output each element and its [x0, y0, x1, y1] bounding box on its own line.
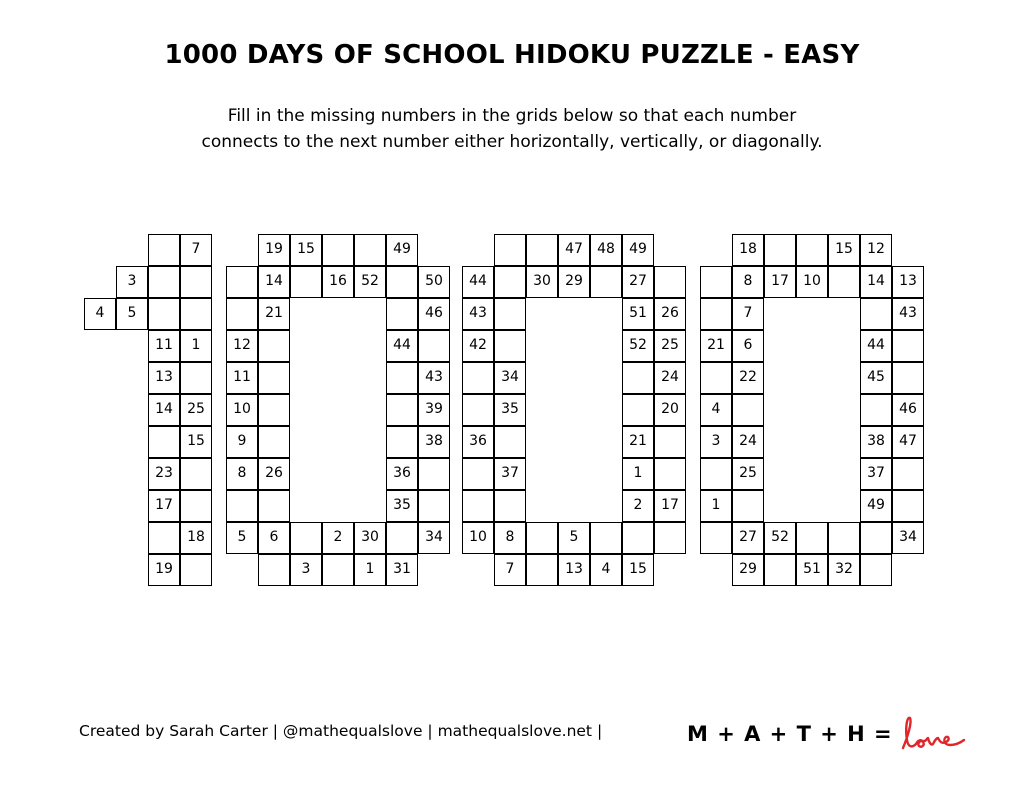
empty-cell[interactable]	[796, 234, 828, 266]
given-number-cell: 44	[386, 330, 418, 362]
empty-cell[interactable]	[180, 490, 212, 522]
given-number-cell: 1	[354, 554, 386, 586]
given-number-cell: 31	[386, 554, 418, 586]
given-number-cell: 35	[386, 490, 418, 522]
given-number-cell: 1	[180, 330, 212, 362]
empty-cell[interactable]	[354, 234, 386, 266]
empty-cell[interactable]	[462, 490, 494, 522]
given-number-cell: 44	[462, 266, 494, 298]
empty-cell[interactable]	[732, 394, 764, 426]
given-number-cell: 6	[258, 522, 290, 554]
given-number-cell: 48	[590, 234, 622, 266]
empty-cell[interactable]	[386, 394, 418, 426]
given-number-cell: 42	[462, 330, 494, 362]
empty-cell[interactable]	[148, 298, 180, 330]
given-number-cell: 18	[180, 522, 212, 554]
given-number-cell: 4	[700, 394, 732, 426]
given-number-cell: 17	[654, 490, 686, 522]
given-number-cell: 7	[732, 298, 764, 330]
given-number-cell: 39	[418, 394, 450, 426]
given-number-cell: 1	[622, 458, 654, 490]
given-number-cell: 12	[860, 234, 892, 266]
given-number-cell: 34	[892, 522, 924, 554]
given-number-cell: 45	[860, 362, 892, 394]
empty-cell[interactable]	[386, 522, 418, 554]
given-number-cell: 19	[148, 554, 180, 586]
given-number-cell: 21	[258, 298, 290, 330]
empty-cell[interactable]	[700, 266, 732, 298]
given-number-cell: 43	[418, 362, 450, 394]
given-number-cell: 3	[700, 426, 732, 458]
given-number-cell: 26	[258, 458, 290, 490]
given-number-cell: 14	[860, 266, 892, 298]
empty-cell[interactable]	[462, 394, 494, 426]
empty-cell[interactable]	[732, 490, 764, 522]
empty-cell[interactable]	[180, 266, 212, 298]
empty-cell[interactable]	[386, 266, 418, 298]
given-number-cell: 52	[622, 330, 654, 362]
given-number-cell: 14	[258, 266, 290, 298]
empty-cell[interactable]	[180, 554, 212, 586]
given-number-cell: 46	[892, 394, 924, 426]
empty-cell[interactable]	[386, 426, 418, 458]
empty-cell[interactable]	[258, 490, 290, 522]
given-number-cell: 36	[462, 426, 494, 458]
empty-cell[interactable]	[860, 522, 892, 554]
empty-cell[interactable]	[290, 522, 322, 554]
empty-cell[interactable]	[258, 554, 290, 586]
empty-cell[interactable]	[860, 298, 892, 330]
given-number-cell: 11	[226, 362, 258, 394]
given-number-cell: 38	[418, 426, 450, 458]
empty-cell[interactable]	[180, 298, 212, 330]
given-number-cell: 35	[494, 394, 526, 426]
given-number-cell: 23	[148, 458, 180, 490]
empty-cell[interactable]	[494, 426, 526, 458]
empty-cell[interactable]	[290, 266, 322, 298]
instructions-line-2: connects to the next number either horizontally, vertically, or diagonally.	[201, 132, 823, 152]
given-number-cell: 46	[418, 298, 450, 330]
empty-cell[interactable]	[494, 234, 526, 266]
empty-cell[interactable]	[654, 426, 686, 458]
given-number-cell: 32	[828, 554, 860, 586]
given-number-cell: 10	[462, 522, 494, 554]
given-number-cell: 37	[494, 458, 526, 490]
empty-cell[interactable]	[322, 554, 354, 586]
given-number-cell: 27	[732, 522, 764, 554]
empty-cell[interactable]	[418, 458, 450, 490]
empty-cell[interactable]	[764, 234, 796, 266]
empty-cell[interactable]	[322, 234, 354, 266]
given-number-cell: 4	[84, 298, 116, 330]
empty-cell[interactable]	[860, 394, 892, 426]
empty-cell[interactable]	[700, 362, 732, 394]
given-number-cell: 49	[622, 234, 654, 266]
given-number-cell: 17	[148, 490, 180, 522]
given-number-cell: 49	[860, 490, 892, 522]
empty-cell[interactable]	[700, 458, 732, 490]
empty-cell[interactable]	[148, 234, 180, 266]
given-number-cell: 25	[732, 458, 764, 490]
given-number-cell: 47	[558, 234, 590, 266]
given-number-cell: 11	[148, 330, 180, 362]
given-number-cell: 29	[732, 554, 764, 586]
given-number-cell: 18	[732, 234, 764, 266]
given-number-cell: 26	[654, 298, 686, 330]
given-number-cell: 29	[558, 266, 590, 298]
given-number-cell: 25	[180, 394, 212, 426]
given-number-cell: 34	[494, 362, 526, 394]
empty-cell[interactable]	[180, 362, 212, 394]
empty-cell[interactable]	[764, 554, 796, 586]
given-number-cell: 43	[462, 298, 494, 330]
given-number-cell: 4	[590, 554, 622, 586]
given-number-cell: 1	[700, 490, 732, 522]
given-number-cell: 15	[622, 554, 654, 586]
empty-cell[interactable]	[892, 362, 924, 394]
empty-cell[interactable]	[226, 490, 258, 522]
empty-cell[interactable]	[148, 522, 180, 554]
given-number-cell: 21	[622, 426, 654, 458]
given-number-cell: 14	[148, 394, 180, 426]
given-number-cell: 21	[700, 330, 732, 362]
logo-math-letters: M + A + T + H =	[687, 722, 893, 746]
given-number-cell: 30	[354, 522, 386, 554]
given-number-cell: 7	[180, 234, 212, 266]
empty-cell[interactable]	[700, 522, 732, 554]
given-number-cell: 13	[148, 362, 180, 394]
empty-cell[interactable]	[258, 394, 290, 426]
math-equals-love-logo	[687, 714, 968, 754]
empty-cell[interactable]	[418, 490, 450, 522]
given-number-cell: 49	[386, 234, 418, 266]
given-number-cell: 27	[622, 266, 654, 298]
given-number-cell: 47	[892, 426, 924, 458]
empty-cell[interactable]	[494, 298, 526, 330]
given-number-cell: 12	[226, 330, 258, 362]
given-number-cell: 43	[892, 298, 924, 330]
given-number-cell: 20	[654, 394, 686, 426]
empty-cell[interactable]	[494, 266, 526, 298]
given-number-cell: 15	[828, 234, 860, 266]
given-number-cell: 17	[764, 266, 796, 298]
empty-cell[interactable]	[654, 522, 686, 554]
given-number-cell: 8	[226, 458, 258, 490]
given-number-cell: 51	[622, 298, 654, 330]
empty-cell[interactable]	[860, 554, 892, 586]
empty-cell[interactable]	[622, 394, 654, 426]
given-number-cell: 30	[526, 266, 558, 298]
given-number-cell: 5	[558, 522, 590, 554]
empty-cell[interactable]	[526, 522, 558, 554]
page-title: 1000 DAYS OF SCHOOL HIDOKU PUZZLE - EASY	[164, 40, 860, 70]
empty-cell[interactable]	[180, 458, 212, 490]
empty-cell[interactable]	[494, 330, 526, 362]
empty-cell[interactable]	[386, 362, 418, 394]
given-number-cell: 52	[764, 522, 796, 554]
given-number-cell: 50	[418, 266, 450, 298]
empty-cell[interactable]	[418, 330, 450, 362]
empty-cell[interactable]	[494, 490, 526, 522]
empty-cell[interactable]	[622, 522, 654, 554]
given-number-cell: 52	[354, 266, 386, 298]
empty-cell[interactable]	[654, 266, 686, 298]
given-number-cell: 24	[732, 426, 764, 458]
empty-cell[interactable]	[700, 298, 732, 330]
empty-cell[interactable]	[796, 522, 828, 554]
given-number-cell: 10	[796, 266, 828, 298]
given-number-cell: 8	[732, 266, 764, 298]
given-number-cell: 19	[258, 234, 290, 266]
empty-cell[interactable]	[590, 266, 622, 298]
empty-cell[interactable]	[526, 234, 558, 266]
given-number-cell: 7	[494, 554, 526, 586]
given-number-cell: 24	[654, 362, 686, 394]
empty-cell[interactable]	[226, 298, 258, 330]
empty-cell[interactable]	[386, 298, 418, 330]
given-number-cell: 15	[290, 234, 322, 266]
given-number-cell: 44	[860, 330, 892, 362]
empty-cell[interactable]	[622, 362, 654, 394]
given-number-cell: 51	[796, 554, 828, 586]
empty-cell[interactable]	[148, 426, 180, 458]
given-number-cell: 37	[860, 458, 892, 490]
empty-cell[interactable]	[828, 266, 860, 298]
given-number-cell: 13	[558, 554, 590, 586]
empty-cell[interactable]	[462, 362, 494, 394]
given-number-cell: 22	[732, 362, 764, 394]
empty-cell[interactable]	[590, 522, 622, 554]
given-number-cell: 2	[322, 522, 354, 554]
empty-cell[interactable]	[892, 458, 924, 490]
given-number-cell: 3	[290, 554, 322, 586]
given-number-cell: 16	[322, 266, 354, 298]
empty-cell[interactable]	[258, 330, 290, 362]
given-number-cell: 25	[654, 330, 686, 362]
given-number-cell: 3	[116, 266, 148, 298]
given-number-cell: 38	[860, 426, 892, 458]
footer-credits: Created by Sarah Carter | @mathequalslove | mathequalslove.net |	[79, 722, 603, 740]
empty-cell[interactable]	[892, 490, 924, 522]
given-number-cell: 13	[892, 266, 924, 298]
empty-cell[interactable]	[462, 458, 494, 490]
given-number-cell: 8	[494, 522, 526, 554]
given-number-cell: 5	[226, 522, 258, 554]
love-script-logo	[898, 714, 968, 754]
empty-cell[interactable]	[892, 330, 924, 362]
given-number-cell: 15	[180, 426, 212, 458]
given-number-cell: 36	[386, 458, 418, 490]
given-number-cell: 34	[418, 522, 450, 554]
empty-cell[interactable]	[526, 554, 558, 586]
empty-cell[interactable]	[654, 458, 686, 490]
empty-cell[interactable]	[226, 266, 258, 298]
empty-cell[interactable]	[828, 522, 860, 554]
instructions-line-1: Fill in the missing numbers in the grids below so that each number	[227, 106, 797, 126]
given-number-cell: 10	[226, 394, 258, 426]
empty-cell[interactable]	[258, 426, 290, 458]
given-number-cell: 9	[226, 426, 258, 458]
given-number-cell: 5	[116, 298, 148, 330]
given-number-cell: 2	[622, 490, 654, 522]
empty-cell[interactable]	[258, 362, 290, 394]
given-number-cell: 6	[732, 330, 764, 362]
empty-cell[interactable]	[148, 266, 180, 298]
